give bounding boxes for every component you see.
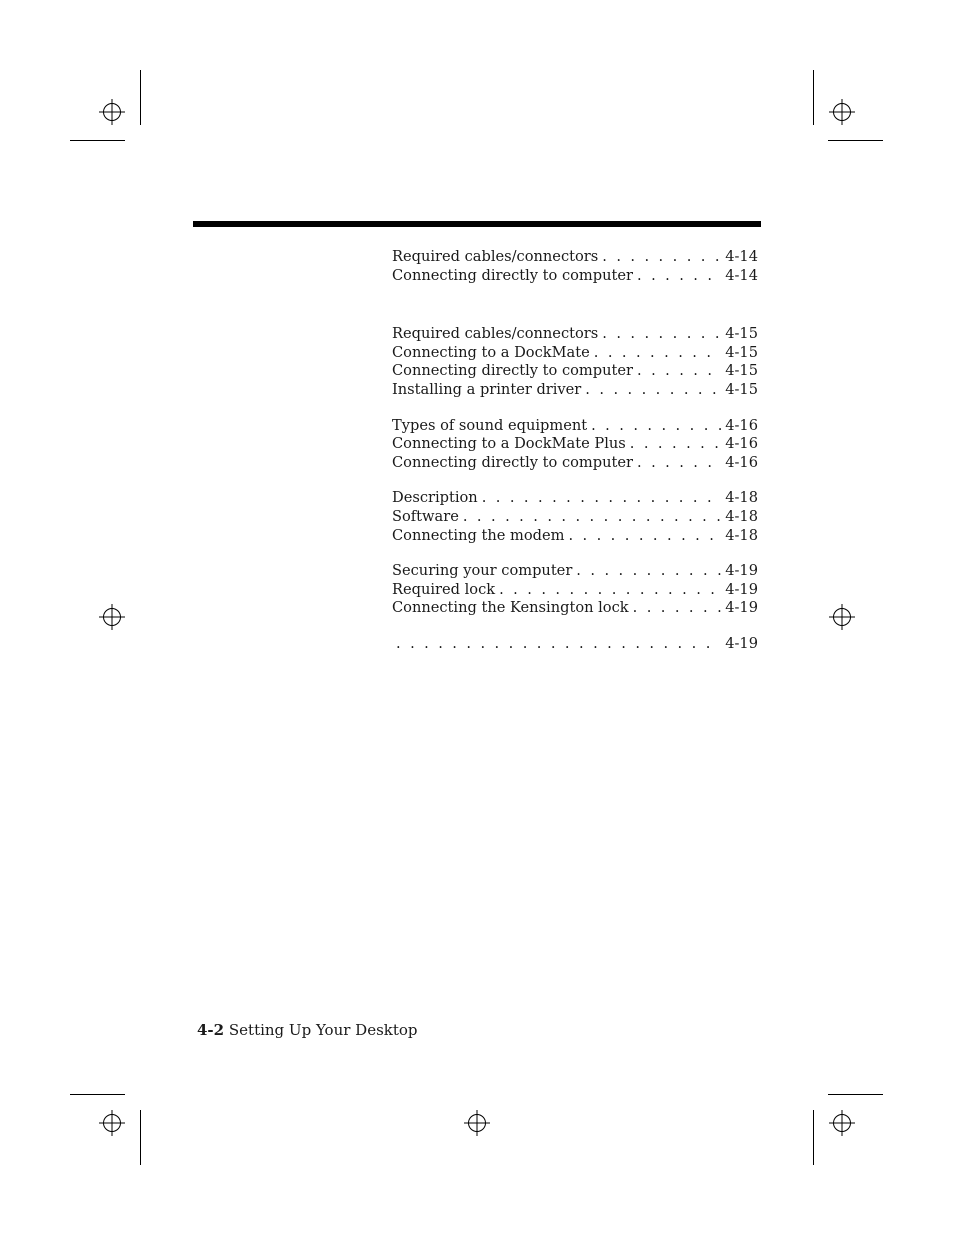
toc-entry-label: Software	[392, 507, 459, 525]
registration-target-icon	[829, 604, 855, 630]
toc-entry-page: 4-16	[725, 453, 758, 471]
toc-entry-page: 4-19	[725, 562, 758, 580]
toc-entry-label: Connecting to a DockMate Plus	[392, 435, 626, 453]
toc-entry-page: 4-15	[725, 362, 758, 380]
table-of-contents	[392, 248, 758, 671]
toc-entry-page: 4-19	[725, 580, 758, 598]
leader-dots	[637, 362, 721, 381]
page-footer	[197, 1021, 418, 1039]
leader-dots	[576, 562, 721, 581]
toc-entry-label: Installing a printer driver	[392, 380, 582, 398]
toc-entry-page: 4-16	[725, 416, 758, 434]
crop-mark	[140, 1110, 141, 1165]
leader-dots	[637, 454, 721, 473]
toc-entry-label: Connecting directly to computer	[392, 266, 633, 284]
toc-entry	[392, 325, 758, 344]
footer-section-title: Setting Up Your Desktop	[228, 1021, 418, 1039]
toc-entry-page: 4-19	[725, 634, 758, 652]
toc-entry-label: Connecting directly to computer	[392, 362, 633, 380]
toc-entry	[392, 435, 758, 454]
toc-entry	[392, 635, 758, 654]
crop-mark	[70, 1094, 125, 1095]
toc-entry	[392, 489, 758, 508]
toc-entry-label: Connecting the Kensington lock	[392, 599, 629, 617]
crop-mark	[828, 140, 883, 141]
registration-target-icon	[829, 1110, 855, 1136]
leader-dots	[482, 489, 722, 508]
toc-entry-label: Connecting to a DockMate	[392, 343, 590, 361]
toc-group	[392, 248, 758, 285]
registration-target-icon	[464, 1110, 490, 1136]
leader-dots	[630, 435, 721, 454]
toc-group	[392, 635, 758, 654]
toc-group	[392, 325, 758, 399]
leader-dots	[591, 417, 721, 436]
toc-entry-page: 4-14	[725, 266, 758, 284]
registration-target-icon	[99, 99, 125, 125]
toc-entry	[392, 362, 758, 381]
leader-dots	[499, 581, 721, 600]
toc-entry	[392, 381, 758, 400]
leader-dots	[568, 527, 721, 546]
toc-entry-page: 4-14	[725, 248, 758, 265]
toc-group	[392, 489, 758, 545]
toc-entry	[392, 527, 758, 546]
toc-entry-page: 4-18	[725, 507, 758, 525]
crop-mark	[828, 1094, 883, 1095]
leader-dots	[463, 508, 721, 527]
toc-entry-page: 4-18	[725, 489, 758, 507]
leader-dots	[602, 248, 721, 267]
leader-dots	[633, 599, 722, 618]
toc-entry-page: 4-18	[725, 526, 758, 544]
registration-target-icon	[99, 1110, 125, 1136]
toc-entry-label: Securing your computer	[392, 562, 573, 580]
leader-dots	[585, 381, 721, 400]
toc-entry-label: Description	[392, 489, 478, 507]
toc-entry	[392, 508, 758, 527]
toc-entry-label: Required cables/connectors	[392, 325, 599, 343]
toc-entry	[392, 599, 758, 618]
toc-entry-label: Connecting directly to computer	[392, 453, 633, 471]
leader-dots	[396, 635, 721, 654]
registration-target-icon	[99, 604, 125, 630]
header-rule	[193, 221, 761, 227]
toc-entry	[392, 267, 758, 286]
leader-dots	[594, 344, 721, 363]
registration-target-icon	[829, 99, 855, 125]
toc-entry-page: 4-15	[725, 325, 758, 343]
toc-entry	[392, 454, 758, 473]
toc-entry-label: Connecting the modem	[392, 526, 565, 544]
toc-entry	[392, 344, 758, 363]
footer-page-number: 4-2	[197, 1021, 225, 1039]
crop-mark	[813, 1110, 814, 1165]
toc-entry-page: 4-19	[725, 599, 758, 617]
toc-entry	[392, 417, 758, 436]
toc-group	[392, 562, 758, 618]
crop-mark	[70, 140, 125, 141]
toc-entry	[392, 562, 758, 581]
toc-entry-page: 4-16	[725, 435, 758, 453]
leader-dots	[637, 267, 721, 286]
toc-entry	[392, 581, 758, 600]
toc-entry-page: 4-15	[725, 343, 758, 361]
toc-entry-label: Types of sound equipment	[392, 416, 588, 434]
toc-entry-label: Required lock	[392, 580, 496, 598]
toc-entry-page: 4-15	[725, 380, 758, 398]
crop-mark	[813, 70, 814, 125]
toc-entry	[392, 248, 758, 267]
toc-entry-label: Required cables/connectors	[392, 248, 599, 265]
crop-mark	[140, 70, 141, 125]
toc-group	[392, 417, 758, 473]
leader-dots	[602, 325, 721, 344]
